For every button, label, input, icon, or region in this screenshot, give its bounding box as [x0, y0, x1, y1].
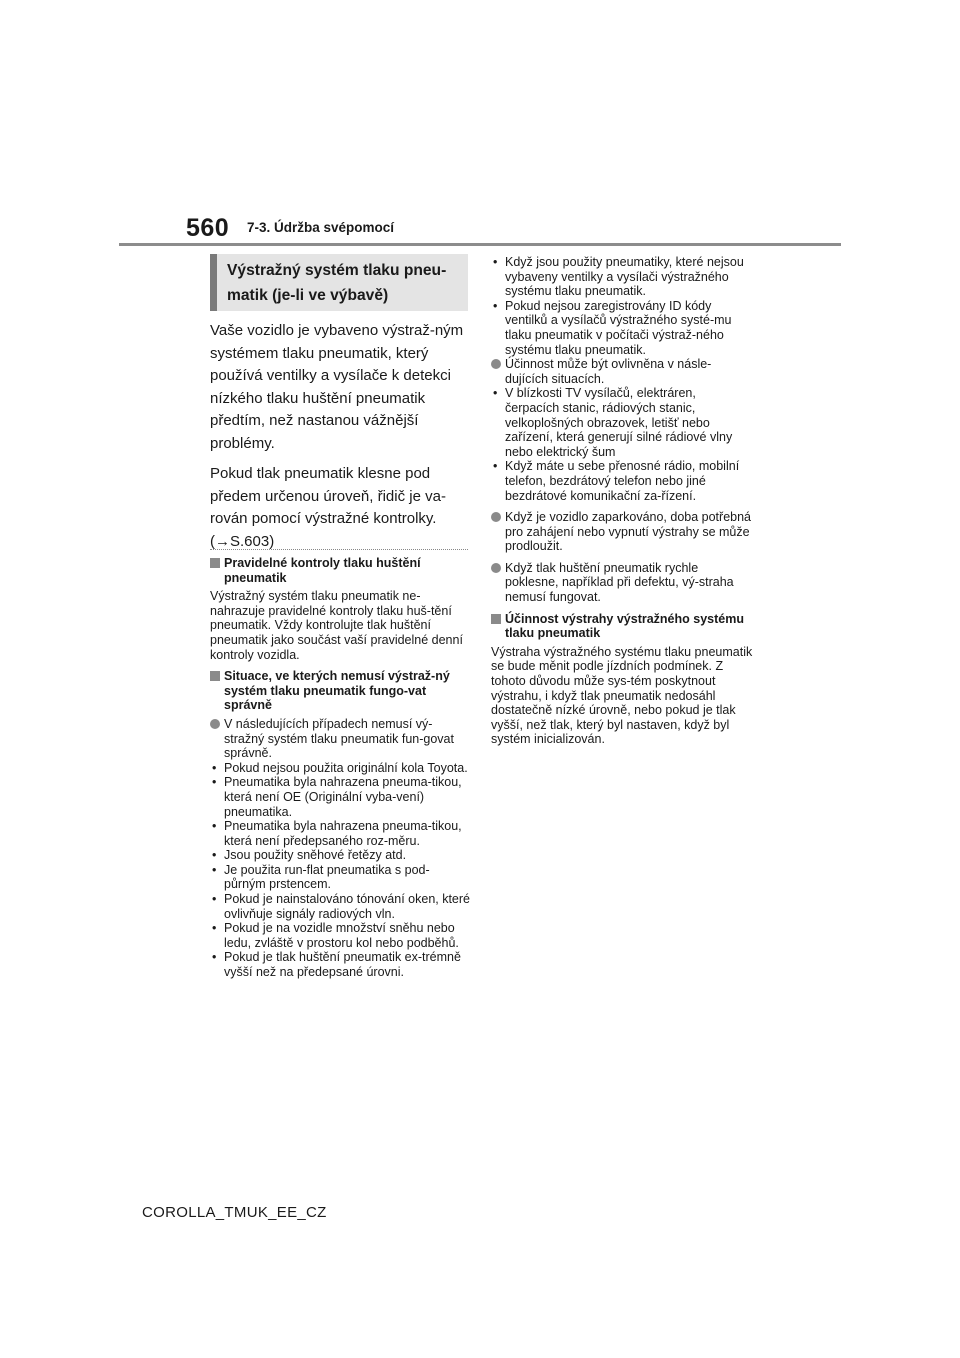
- subheading-text: Pravidelné kontroly tlaku huštění pneumatik: [224, 556, 421, 585]
- circle-bullet-icon: [491, 563, 501, 573]
- right-column: [491, 255, 753, 754]
- list-item: • Pneumatika byla nahrazena pneuma-tikou, která není OE (Originální vyba-vení) pneumatika.: [210, 775, 470, 819]
- bullet-list: [491, 255, 753, 357]
- list-item: • Pokud je na vozidle množství sněhu nebo ledu, zvláště v prostoru kol nebo podběhů.: [210, 921, 470, 950]
- circle-item-text: Když je vozidlo zaparkováno, doba potřebná pro zahájení nebo vypnutí výstrahy se může prodloužit.: [505, 510, 751, 554]
- intro-paragraph-2-text: Pokud tlak pneumatik klesne pod předem určenou úroveň, řidič je va-rován pomocí výstražné kontrolky.: [210, 465, 446, 527]
- left-column: [210, 556, 470, 987]
- circle-bullet-icon: [491, 512, 501, 522]
- circle-item: [210, 717, 470, 761]
- subheading-warning-effectiveness: [491, 612, 753, 641]
- intro-text: [210, 320, 472, 561]
- square-bullet-icon: [210, 558, 220, 568]
- header-rule: [119, 243, 841, 246]
- list-item: • V blízkosti TV vysílačů, elektráren, čerpacích stanic, rádiových stanic, velkoplošných obrazovek, letišť nebo zařízení, která generují silné rádiové vlny nebo elektrický šum: [491, 386, 753, 459]
- list-item: • Když jsou použity pneumatiky, které nejsou vybaveny ventilky a vysílači výstražného systému tlaku pneumatik.: [491, 255, 753, 299]
- intro-paragraph-1: Vaše vozidlo je vybaveno výstraž-ným systémem tlaku pneumatik, který používá ventilky a vysílače k detekci nízkého tlaku huštění pneumatik předtím, než nastanou vážnější problémy.: [210, 322, 464, 452]
- circle-item-text: Účinnost může být ovlivněna v násle-dujících situacích.: [505, 357, 712, 386]
- section-title-line-2: matik (je-li ve výbavě): [227, 287, 389, 304]
- circle-item-block: [491, 357, 753, 503]
- paragraph-warning-effectiveness: Výstraha výstražného systému tlaku pneumatik se bude měnit podle jízdních podmínek. Z tohoto důvodu může sys-tém poskytnout výstrahu, i když tlak pneumatik nedosáhl dostatečně nízké úrovně, nebo pokud je tlak vyšší, než tlak, který byl nastaven, když byl systém inicializován.: [491, 644, 753, 747]
- intro-paragraph-2: [210, 463, 472, 553]
- subheading-malfunction-situations: [210, 669, 470, 713]
- circle-bullet-icon: [491, 359, 501, 369]
- list-item: • Jsou použity sněhové řetězy atd.: [210, 848, 470, 863]
- section-heading-box: [210, 254, 468, 311]
- circle-item: [491, 561, 753, 605]
- bullet-list: [491, 386, 753, 503]
- circle-item-block: [210, 717, 470, 980]
- list-item: • Pokud je nainstalováno tónování oken, které ovlivňuje signály radiových vln.: [210, 892, 470, 921]
- circle-item: [491, 510, 753, 554]
- section-title-line-1: Výstražný systém tlaku pneu-: [227, 262, 447, 279]
- list-item: • Pokud je tlak huštění pneumatik ex-trémně vyšší než na předepsané úrovni.: [210, 950, 470, 979]
- paragraph-regular-checks: Výstražný systém tlaku pneumatik ne-nahrazuje pravidelné kontroly tlaku huš-tění pneumatik. Vždy kontrolujte tlak huštění pneumatik jako součást vaší pravidelné denní kontroly vozidla.: [210, 589, 463, 662]
- list-item: • Pokud nejsou zaregistrovány ID kódy ventilků a vysílačů výstražného systé-mu tlaku pneumatik v počítači výstraž-ného systému tlaku pneumatik.: [491, 299, 753, 357]
- square-bullet-icon: [491, 614, 501, 624]
- subheading-text: Situace, ve kterých nemusí výstraž-ný systém tlaku pneumatik fungo-vat správně: [224, 669, 450, 713]
- list-item: • Pokud nejsou použita originální kola Toyota.: [210, 761, 470, 776]
- square-bullet-icon: [210, 671, 220, 681]
- circle-item-text: Když tlak huštění pneumatik rychle poklesne, například při defektu, vý-straha nemusí fungovat.: [505, 560, 734, 605]
- page-reference-link[interactable]: (→S.603): [210, 532, 275, 550]
- list-item: • Pneumatika byla nahrazena pneuma-tikou, která není předepsaného roz-měru.: [210, 819, 470, 848]
- subheading-regular-checks: [210, 556, 470, 585]
- bullet-list: [210, 761, 470, 980]
- list-item: • Je použita run-flat pneumatika s pod-půrným prstencem.: [210, 863, 470, 892]
- circle-item-text: V následujících případech nemusí vý-stražný systém tlaku pneumatik fun-govat správně.: [224, 716, 454, 761]
- circle-item: [491, 357, 753, 386]
- page-number: 560: [186, 214, 230, 242]
- chapter-title: 7-3. Údržba svépomocí: [247, 220, 395, 235]
- dotted-separator: [210, 549, 468, 550]
- footer-document-code: COROLLA_TMUK_EE_CZ: [142, 1204, 327, 1221]
- circle-bullet-icon: [210, 719, 220, 729]
- list-item: • Když máte u sebe přenosné rádio, mobilní telefon, bezdrátový telefon nebo jiné bezdrátové komunikační za-řízení.: [491, 459, 753, 503]
- subheading-text: Účinnost výstrahy výstražného systému tlaku pneumatik: [505, 611, 744, 641]
